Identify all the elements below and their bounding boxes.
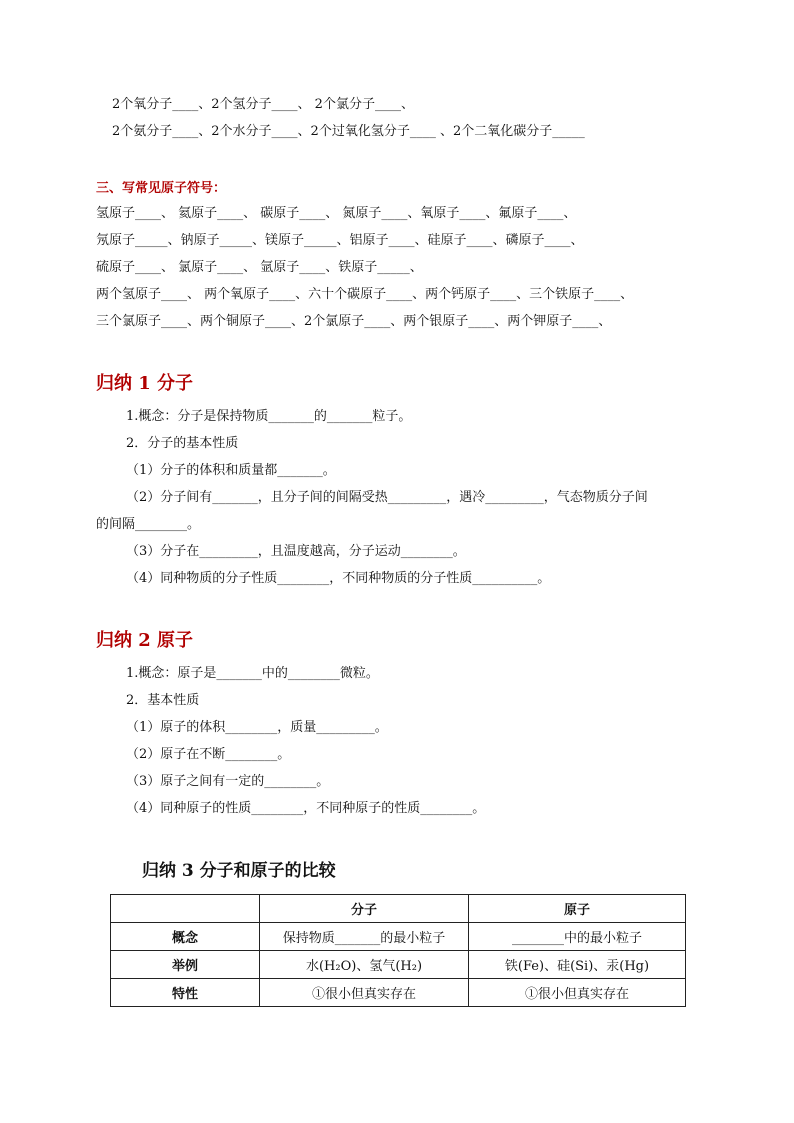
molecule-symbols-line-2: 2个氨分子____、2个水分子____、2个过氧化氢分子____ 、2个二氧化碳分子_____ [112, 124, 585, 139]
atom-symbols-line-5: 三个氯原子____、两个铜原子____、2个氯原子____、两个银原子____、两个钾原子____、 [96, 314, 612, 329]
table-row [111, 923, 686, 951]
table-cell: 保持物质_______的最小粒子 [260, 923, 469, 951]
comparison-heading: 归纳 3 分子和原子的比较 [142, 861, 336, 881]
table-cell: 举例 [111, 951, 260, 979]
comparison-table [110, 894, 686, 1007]
table-cell: ①很小但真实存在 [469, 979, 686, 1007]
atom-symbols-heading: 三、写常见原子符号： [96, 181, 227, 196]
molecule-symbols-line-1: 2个氧分子____、2个氢分子____、 2个氯分子____、 [112, 97, 414, 112]
atom-symbols-line-1: 氢原子____、 氦原子____、 碳原子____、 氮原子____、氧原子____、氟原子____、 [96, 206, 577, 221]
atom-line-1: 1.概念：原子是_______中的________微粒。 [126, 666, 379, 681]
table-header-cell: 原子 [469, 895, 686, 923]
table-header-cell: 分子 [260, 895, 469, 923]
atom-line-3: （1）原子的体积________，质量_________。 [126, 720, 388, 735]
atom-symbols-line-2: 氖原子_____、钠原子_____、镁原子_____、铝原子____、硅原子____、磷原子____、 [96, 233, 584, 248]
molecule-summary-heading: 归纳 1 分子 [96, 373, 194, 394]
molecule-line-1: 1.概念：分子是保持物质_______的_______粒子。 [126, 409, 412, 424]
atom-symbols-line-4: 两个氢原子____、 两个氧原子____、六十个碳原子____、两个钙原子____、三个铁原子____、 [96, 287, 634, 302]
table-row [111, 979, 686, 1007]
table-cell: 概念 [111, 923, 260, 951]
molecule-line-5: 的间隔________。 [96, 517, 201, 532]
table-cell: 铁(Fe)、硅(Si)、汞(Hg) [469, 951, 686, 979]
atom-line-5: （3）原子之间有一定的________。 [126, 774, 330, 789]
atom-summary-heading: 归纳 2 原子 [96, 630, 194, 651]
table-header-cell [111, 895, 260, 923]
molecule-line-7: （4）同种物质的分子性质________，不同种物质的分子性质__________。 [126, 571, 551, 586]
atom-line-4: （2）原子在不断________。 [126, 747, 291, 762]
table-header-row [111, 895, 686, 923]
atom-symbols-line-3: 硫原子____、 氯原子____、 氩原子____、铁原子_____、 [96, 260, 423, 275]
table-cell: 水(H₂O)、氢气(H₂) [260, 951, 469, 979]
molecule-line-4: （2）分子间有_______，且分子间的间隔受热_________，遇冷_________，气态物质分子间 [126, 490, 648, 505]
table-cell: ________中的最小粒子 [469, 923, 686, 951]
atom-line-2: 2．基本性质 [126, 693, 200, 708]
atom-line-6: （4）同种原子的性质________，不同种原子的性质________。 [126, 801, 486, 816]
table-cell: 特性 [111, 979, 260, 1007]
table-cell: ①很小但真实存在 [260, 979, 469, 1007]
molecule-line-6: （3）分子在_________，且温度越高，分子运动________。 [126, 544, 466, 559]
molecule-line-3: （1）分子的体积和质量都_______。 [126, 463, 336, 478]
molecule-line-2: 2．分子的基本性质 [126, 436, 239, 451]
table-row [111, 951, 686, 979]
